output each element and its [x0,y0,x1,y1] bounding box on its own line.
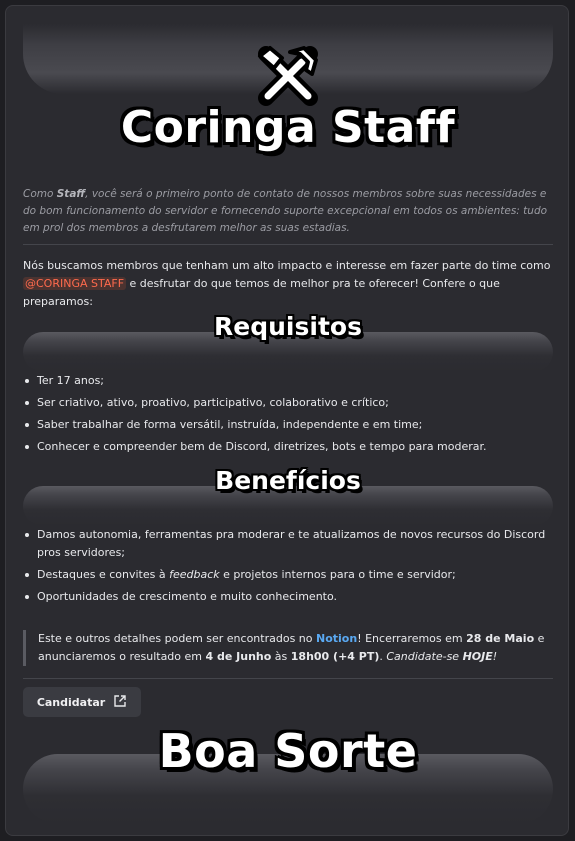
page-title: Coringa Staff [120,102,456,153]
list-item: Oportunidades de crescimento e muito conhecimento. [23,588,553,606]
role-mention[interactable]: @CORINGA STAFF [25,277,125,290]
list-item: Saber trabalhar de forma versátil, instruída, independente e em time; [23,416,553,434]
list-item: Ser criativo, ativo, proativo, participativo, colaborativo e crítico; [23,394,553,412]
list-item: Damos autonomia, ferramentas pra moderar e te atualizamos de novos recursos do Discord pros servidores; [23,526,553,562]
benefits-title: Benefícios [215,466,361,495]
divider [23,678,553,679]
requirements-title: Requisitos [214,312,362,341]
notice-quote: Este e outros detalhes podem ser encontrados no Notion! Encerraremos em 28 de Maio e anunciaremos o resultado em 4 de Junho às 18h00 (+4 PT). Candidate-se HOJE! [23,630,553,666]
apply-button-label: Candidatar [36,695,106,709]
invite-text: Nós buscamos membros que tenham um alto impacto e interesse em fazer parte do time como @CORINGA STAFF e desfrutar do que temos de melhor pra te oferecer! Confere o que preparamos: [23,259,551,308]
benefits-list [23,526,553,610]
requirements-list [23,372,553,460]
notion-link[interactable]: Notion [316,632,358,645]
role-name: Staff [56,188,86,200]
list-item: Conhecer e compreender bem de Discord, diretrizes, bots e tempo para moderar. [23,438,553,456]
apply-button[interactable] [23,687,141,717]
list-item: Destaques e convites à feedback e projetos internos para o time e servidor; [23,566,553,584]
list-item: Ter 17 anos; [23,372,553,390]
message-card [5,5,569,836]
footer-title: Boa Sorte [158,724,418,778]
external-link-icon [113,694,127,711]
divider [23,244,553,245]
intro-text: Como Staff, você será o primeiro ponto de contato de nossos membros sobre suas necessidades e do bom funcionamento do servidor e fornecendo suporte excepcional em todos os ambientes: tudo em prol dos membros a desfrutarem melhor as suas estadias. [23,188,548,234]
